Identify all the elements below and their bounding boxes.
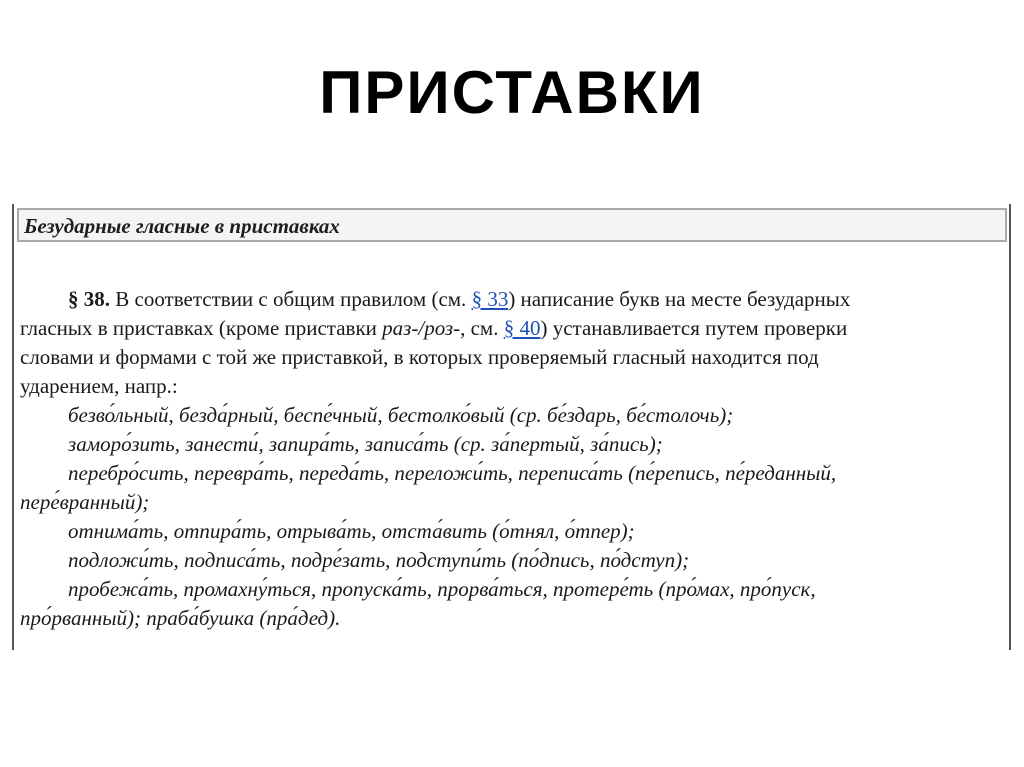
- slide-title: ПРИСТАВКИ: [319, 59, 705, 126]
- paragraph-line-4: ударением, напр.:: [20, 374, 178, 398]
- example-line: подложи́ть, подписа́ть, подре́зать, подступи́ть (по́дпись, по́дступ);: [68, 548, 690, 572]
- paragraph-text: гласных в приставках (кроме приставки: [20, 316, 383, 340]
- example-line: заморо́зить, занести́, запира́ть, записа́ть (ср. за́пертый, за́пись);: [68, 432, 663, 456]
- paragraph-line-3: словами и формами с той же приставкой, в которых проверяемый гласный находится под: [20, 345, 819, 369]
- example-line: пере́вранный);: [20, 490, 150, 514]
- example-line: про́рванный); праба́бушка (пра́дед).: [20, 606, 341, 630]
- example-line: перебро́сить, перевра́ть, переда́ть, переложи́ть, переписа́ть (пе́репись, пе́реданный,: [68, 461, 837, 485]
- prefix-example: раз-/роз-: [382, 316, 461, 340]
- section-33-link[interactable]: § 33: [471, 287, 509, 311]
- paragraph-text: , см.: [460, 316, 504, 340]
- paragraph-line-1: [20, 285, 1004, 314]
- example-line: отнима́ть, отпира́ть, отрыва́ть, отста́вить (о́тнял, о́тпер);: [68, 519, 635, 543]
- paragraph-text: В соответствии с общим правилом (см.: [110, 287, 472, 311]
- paragraph-line-2: [20, 314, 1004, 343]
- paragraph-text: ) написание букв на месте безударных: [508, 287, 851, 311]
- section-header: [17, 208, 1007, 242]
- section-40-link[interactable]: § 40: [503, 316, 541, 340]
- section-header-label: Безударные гласные в приставках: [24, 214, 340, 238]
- example-line: безво́льный, безда́рный, беспе́чный, бестолко́вый (ср. бе́здарь, бе́столочь);: [68, 403, 734, 427]
- example-line: пробежа́ть, промахну́ться, пропуска́ть, прорва́ться, протере́ть (про́мах, про́пуск,: [68, 577, 816, 601]
- paragraph-text: ) устанавливается путем проверки: [540, 316, 848, 340]
- paragraph-number: § 38.: [68, 287, 110, 311]
